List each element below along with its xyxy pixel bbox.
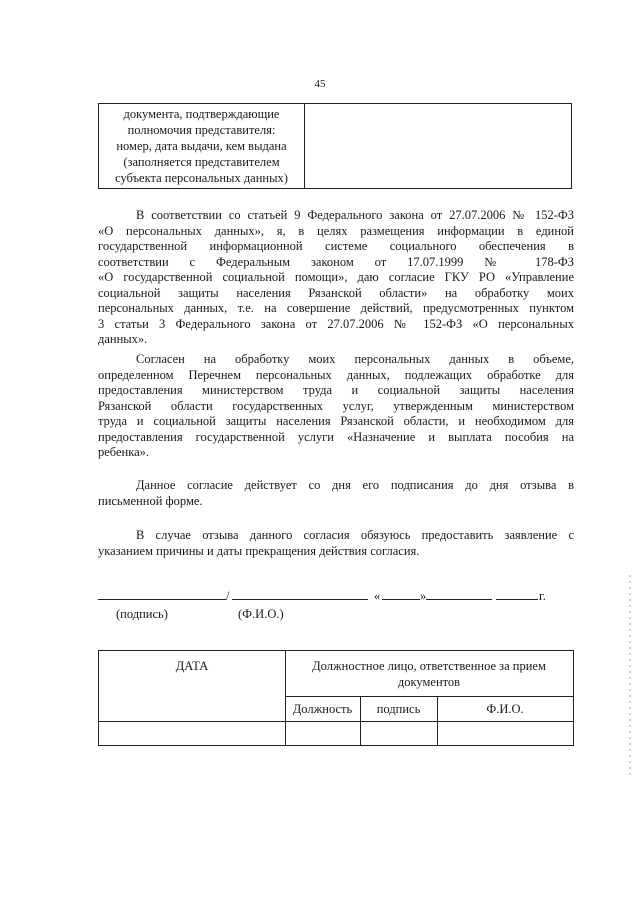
text-line: Данное согласие действует со дня его подписания до дня отзыва в (136, 478, 574, 492)
month-line[interactable] (426, 599, 492, 600)
signature-row (98, 589, 574, 605)
signature-column-header: подпись (376, 702, 421, 716)
text-line: предоставления министерством труда и социальной защиты населения (98, 383, 574, 397)
label-line: субъекта персональных данных) (115, 171, 288, 185)
official-header: Должностное лицо, ответственное за прием документов (312, 659, 546, 689)
text-line: социальной защиты населения Рязанской области» на обработку моих (98, 285, 574, 300)
representative-document-table (98, 103, 572, 189)
label-line: номер, дата выдачи, кем выдана (116, 139, 287, 153)
text-line: Согласен на обработку моих персональных данных в объеме, (136, 352, 574, 366)
text-line: ребенка». (98, 445, 150, 459)
representative-document-label (99, 104, 305, 188)
text-line: В случае отзыва данного согласия обязуюсь предоставить заявление с (136, 528, 574, 542)
name-cell[interactable] (438, 722, 573, 745)
text-line: персональных данных, т.е. на совершение действий, предусмотренных пунктом (98, 301, 574, 315)
name-column-header: Ф.И.О. (486, 702, 524, 716)
consent-paragraph-2 (98, 352, 574, 461)
text-line: указанием причины и даты прекращения действия согласия. (98, 543, 420, 558)
table-divider (285, 696, 573, 697)
day-line[interactable] (382, 599, 420, 600)
text-line: письменной форме. (98, 493, 203, 508)
consent-paragraph-1 (98, 208, 574, 348)
page-number: 45 (314, 78, 326, 90)
text-line: определенном Перечнем персональных данных, подлежащих обработке для (98, 367, 574, 382)
full-name-line[interactable] (232, 599, 368, 600)
text-line: государственной информационной системе социального обеспечения в (98, 239, 574, 253)
label-line: документа, подтверждающие (123, 107, 280, 121)
text-line: труда и социальной защиты населения Рязанской области, и необходимом для (98, 414, 574, 428)
consent-validity-paragraph (98, 478, 574, 509)
text-line: данных». (98, 332, 148, 346)
full-name-caption: (Ф.И.О.) (238, 607, 284, 621)
signature-caption: (подпись) (116, 607, 168, 621)
quote-open: « (374, 589, 381, 603)
representative-document-value-cell[interactable] (305, 104, 571, 188)
text-line: предоставления государственной услуги «Назначение и выплата пособия на (98, 429, 574, 444)
date-cell[interactable] (99, 722, 285, 745)
year-suffix: г. (539, 589, 546, 603)
slash-separator: / (226, 589, 230, 603)
consent-withdrawal-paragraph (98, 528, 574, 559)
label-line: (заполняется представителем (123, 155, 280, 169)
scan-edge-mark (629, 575, 631, 775)
signature-line[interactable] (98, 599, 226, 600)
text-line: «О персональных данных», я, в целях размещения информации в единой (98, 223, 574, 238)
label-line: полномочия представителя: (127, 123, 276, 137)
text-line: Рязанской области государственных услуг, утвержденным министерством (98, 398, 574, 413)
text-line: В соответствии со статьей 9 Федерального закона от 27.07.2006 № 152-ФЗ (136, 208, 574, 222)
position-cell[interactable] (286, 722, 360, 745)
text-line: «О государственной социальной помощи», даю согласие ГКУ РО «Управление (98, 270, 574, 284)
text-line: соответствии с Федеральным законом от 17.07.1999 № 178-ФЗ (98, 254, 574, 269)
text-line: 3 статьи 3 Федерального закона от 27.07.2006 № 152-ФЗ «О персональных (98, 316, 574, 331)
quote-close: » (420, 589, 427, 603)
signature-cell[interactable] (361, 722, 437, 745)
date-header: ДАТА (175, 659, 209, 673)
year-line[interactable] (496, 599, 538, 600)
position-column-header: Должность (292, 702, 353, 716)
document-reception-table (98, 650, 574, 746)
